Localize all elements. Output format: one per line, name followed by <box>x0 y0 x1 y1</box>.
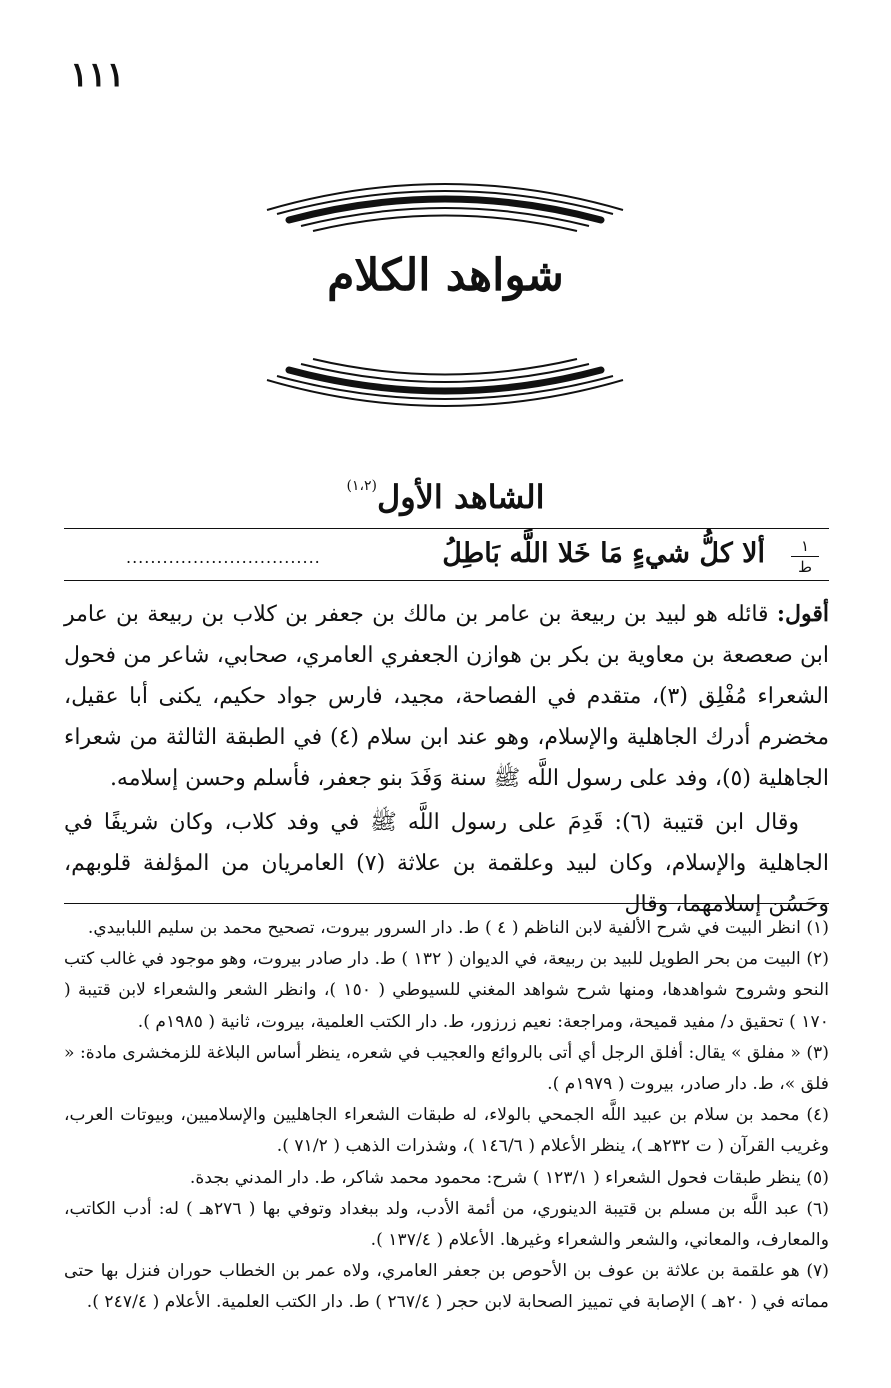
chapter-title: شواهد الكلام <box>327 250 564 301</box>
ornament-top <box>255 168 635 238</box>
verse-text: ألا كلُّ شيءٍ مَا خَلا اللَّه بَاطِلُ <box>442 538 765 569</box>
footnote-3: (٣) « مفلق » يقال: أفلق الرجل أي أتى بالروائع والعجيب في شعره، ينظر أساس البلاغة للزمخشرى مادة: « فلق »، ط. دار صادر، بيروت ( ١٩٧٩م ). <box>64 1042 829 1095</box>
footnote-7: (٧) هو علقمة بن علاثة بن عوف بن الأحوص بن جعفر العامري، ولاه عمر بن الخطاب حوران فنزل بها حتى مماته في ( ٢٠هـ ) الإصابة في تمييز الصحابة لابن حجر ( ٢٦٧/٤ ) ط. دار الكتب العلمية. الأعلام ( ٢٤٧/٤ ). <box>64 1261 829 1313</box>
paragraph-1 <box>64 594 829 799</box>
paragraph-lead: أقول: <box>776 601 829 627</box>
footnote-5: (٥) ينظر طبقات فحول الشعراء ( ١٢٣/١ ) شرح: محمود محمد شاكر، ط. دار المدني بجدة. <box>189 1167 829 1188</box>
footnote-rule <box>64 903 829 904</box>
ornament-bottom <box>255 352 635 422</box>
verse-bottom-rule <box>64 580 829 581</box>
body-text <box>64 594 829 925</box>
footnote-4: (٤) محمد بن سلام بن عبيد اللَّه الجمحي بالولاء، له طبقات الشعراء الجاهليين والإسلاميين، وبيوتات العرب، وغريب القرآن ( ت ٢٣٢هـ )، ينظر الأعلام ( ١٤٦/٦ )، وشذرات الذهب ( ٧١/٢ ). <box>64 1105 829 1157</box>
paragraph-2: وقال ابن قتيبة (٦): قَدِمَ على رسول اللَّه ﷺ في وفد كلاب، وكان شريفًا في الجاهلية والإسلام، وكان لبيد وعلقمة بن علاثة (٧) العامريان من المؤلفة قلوبهم، وحَسُن إسلامهما، وقال <box>64 810 829 917</box>
footnotes <box>64 913 829 1319</box>
page-number: ١١١ <box>70 55 125 95</box>
footnote-2: (٢) البيت من بحر الطويل للبيد بن ربيعة، في الديوان ( ١٣٢ ) ط. دار صادر بيروت، وهو موجود في غالب كتب النحو وشروح شواهدها، ومنها شرح شواهد المغني للسيوطي ( ١٥٠ )، وانظر الشعر والشعراء لابن قتيبة ( ١٧٠ ) تحقيق د/ مفيد قميحة، ومراجعة: نعيم زرزور، ط. دار الكتب العلمية، بيروت، ثانية ( ١٩٨٥م ). <box>64 949 830 1032</box>
verse-top-rule <box>64 528 829 529</box>
verse-number-sub: ط <box>798 558 812 576</box>
shahid-footnote-marks: (١،٢) <box>346 478 377 494</box>
shahid-title-text: الشاهد الأول <box>376 478 545 516</box>
paragraph-1-text: قائله هو لبيد بن ربيعة بن عامر بن مالك بن جعفر بن كلاب بن ربيعة بن عامر ابن صعصعة بن معاوية بن بكر بن هوازن الجعفري العامري، صحابي، شاعر من فحول الشعراء مُفْلِق (٣)، متقدم في الفصاحة، مجيد، فارس جواد حكيم، يكنى أبا عقيل، مخضرم أدرك الجاهلية والإسلام، وهو عند ابن سلام (٤) في الطبقة الثالثة من شعراء الجاهلية (٥)، وفد على رسول اللَّه ﷺ سنة وَفَدَ بنو جعفر، فأسلم وحسن إسلامه. <box>64 602 830 791</box>
verse-dots: ................................ <box>126 548 321 567</box>
footnote-6: (٦) عبد اللَّه بن مسلم بن قتيبة الدينوري، من أئمة الأدب، ولد ببغداد وتوفي بها ( ٢٧٦هـ ) له: أدب الكاتب، والمعارف، والمعاني، والشعر والشعراء وغيرها. الأعلام ( ١٣٧/٤ ). <box>64 1198 829 1251</box>
footnote-1: (١) انظر البيت في شرح الألفية لابن الناظم ( ٤ ) ط. دار السرور بيروت، تصحيح محمد بن سليم اللبابيدي. <box>87 918 829 938</box>
verse-number <box>781 538 829 575</box>
shahid-title <box>0 478 891 516</box>
verse-number-main: ١ <box>800 537 810 555</box>
verse-row <box>64 538 829 578</box>
